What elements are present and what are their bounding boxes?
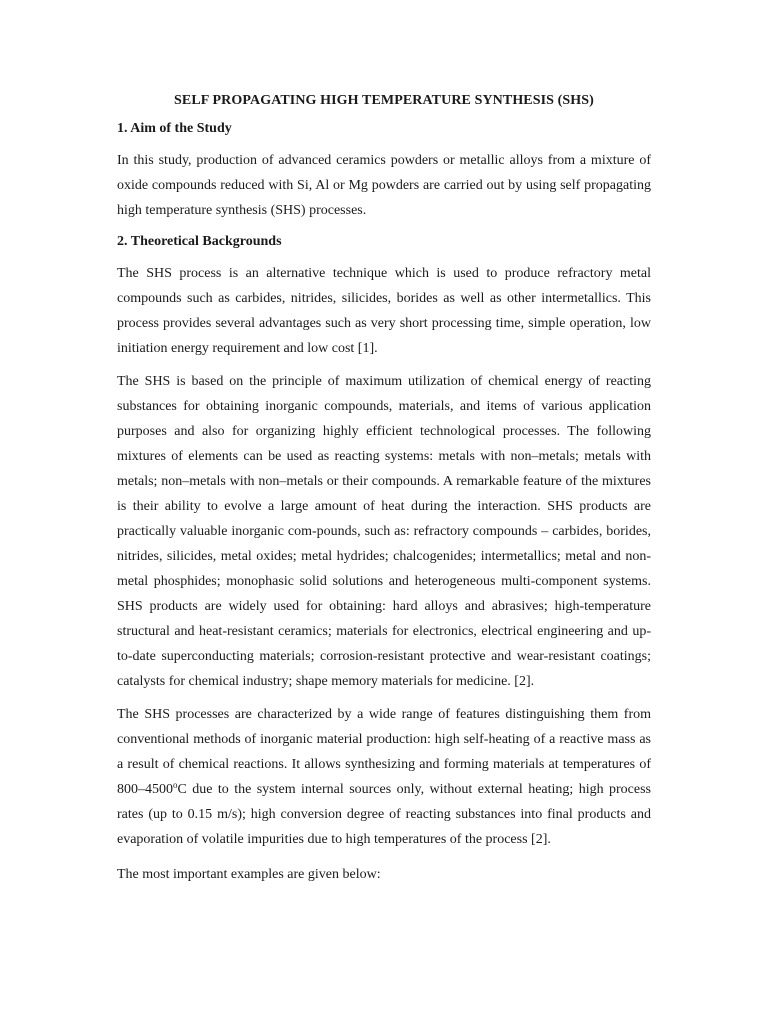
document-title: SELF PROPAGATING HIGH TEMPERATURE SYNTHESIS (SHS) — [174, 93, 594, 108]
aim-paragraph: In this study, production of advanced ceramics powders or metallic alloys from a mixture of oxide compounds reduced with Si, Al or Mg powders are carried out by using self propagating high temperature synthesis (SHS) processes. — [117, 153, 651, 218]
theory-paragraph-2: The SHS is based on the principle of maximum utilization of chemical energy of reacting substances for obtaining inorganic compounds, materials, and items of various application purposes and also for organizing highly efficient technological processes. The following mixtures of elements can be used as reacting systems: metals with non–metals; metals with metals; non–metals with non–metals or their compounds. A remarkable feature of the mixtures is their ability to evolve a large amount of heat during the interaction. SHS products are practically valuable inorganic com-pounds, such as: refractory compounds – carbides, borides, nitrides, silicides, metal oxides; metal hydrides; chalcogenides; intermetallics; metal and non-metal phosphides; monophasic solid solutions and heterogeneous multi-component systems. SHS products are widely used for obtaining: hard alloys and abrasives; high-temperature structural and heat-resistant ceramics; materials for electronics, electrical engineering and up-to-date superconducting materials; corrosion-resistant protective and wear-resistant coatings; catalysts for chemical industry; shape memory materials for medicine. [2]. — [117, 374, 651, 689]
theory-paragraph-4: The most important examples are given below: — [117, 867, 381, 882]
theory-paragraph-3-text-b: C due to the system internal sources only, without external heating; high process rates (up to 0.15 m/s); high conversion degree of reacting substances into final products and evaporation of volatile impurities due to high temperatures of the process [2]. — [117, 782, 651, 847]
section-heading-aim: 1. Aim of the Study — [117, 121, 232, 136]
theory-paragraph-1: The SHS process is an alternative technique which is used to produce refractory metal compounds such as carbides, nitrides, silicides, borides as well as other intermetallics. This process provides several advantages such as very short processing time, simple operation, low initiation energy requirement and low cost [1]. — [117, 266, 651, 356]
document-page — [117, 88, 651, 895]
degree-superscript: o — [173, 780, 178, 790]
theory-paragraph-3 — [117, 702, 651, 852]
theory-paragraph-3-text-a: The SHS processes are characterized by a wide range of features distinguishing them from conventional methods of inorganic material production: high self-heating of a reactive mass as a result of chemical reactions. It allows synthesizing and forming materials at temperatures of 800–4500 — [117, 707, 651, 797]
section-heading-theory: 2. Theoretical Backgrounds — [117, 234, 282, 249]
